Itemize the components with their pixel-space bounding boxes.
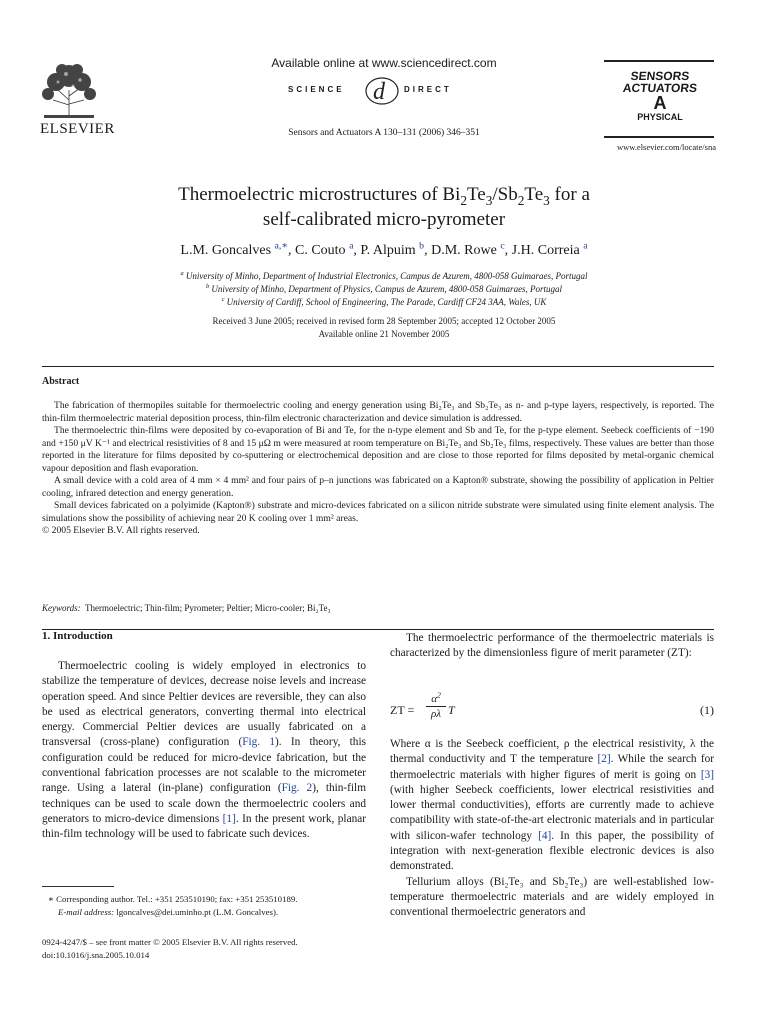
- figure-ref-link[interactable]: Fig. 1: [242, 736, 276, 749]
- citation-link[interactable]: [1]: [222, 812, 236, 825]
- author[interactable]: L.M. Goncalves $^{a,∗}$: [180, 240, 288, 258]
- received-dates: Received 3 June 2005; received in revised form 28 September 2005; accepted 12 October 2005: [212, 316, 556, 326]
- author[interactable]: C. Couto $^a$: [294, 240, 354, 258]
- affiliation-b: $^b$ University of Minho, Department of Physics, Campus de Azurem, 4800-058 Guimaraes, Portugal: [205, 283, 563, 294]
- body-paragraph: Tellurium alloys (Bi₂Te₃ and Sb₂Te₃) are well-established low-temperature thermoelectric materials and are widely employed in conventional thermoelectric generators and: [390, 875, 714, 919]
- front-matter-note: 0924-4247/$ – see front matter © 2005 Elsevier B.V. All rights reserved.: [42, 937, 298, 947]
- journal-logo-line2: ACTUATORS: [622, 81, 698, 95]
- article-title: [0, 182, 768, 232]
- citation-link[interactable]: [3]: [700, 768, 714, 781]
- doi-note[interactable]: doi:10.1016/j.sna.2005.10.014: [42, 950, 150, 960]
- author[interactable]: P. Alpuim $^b$: [360, 240, 425, 258]
- figure-ref-link[interactable]: Fig. 2: [281, 782, 313, 795]
- equation-1: [390, 692, 714, 728]
- citation-link[interactable]: [4]: [538, 829, 552, 842]
- author[interactable]: D.M. Rowe $^c$: [431, 240, 505, 258]
- keywords-label: Keywords:: [42, 603, 81, 613]
- abstract-body: [42, 400, 714, 538]
- journal-logo-bottom-rule: [604, 136, 714, 138]
- author[interactable]: J.H. Correia $^a$: [511, 240, 588, 258]
- affiliation-a: $^a$ University of Minho, Department of Industrial Electronics, Campus de Azurem, 4800-058 Guimaraes, Portugal: [180, 270, 588, 281]
- svg-text:d: d: [373, 79, 385, 105]
- abstract-paragraph: A small device with a cold area of 4 mm × 4 mm² and four pairs of p–n junctions was fabricated on a Kapton® substrate, showing the possibility of application in Peltier cooling, infrared detection and energy generation.: [42, 475, 714, 499]
- author-list: L.M. Goncalves $^{a,∗}$, C. Couto $^a$, P. Alpuim $^b$, D.M. Rowe $^c$, J.H. Correia $^a$: [180, 240, 588, 258]
- email-note: E-mail address: lgoncalves@dei.uminho.pt (L.M. Goncalves).: [58, 907, 279, 917]
- footnote-rule: [42, 886, 114, 887]
- keywords: [42, 603, 331, 613]
- equation-number: (1): [700, 703, 714, 717]
- available-date: Available online 21 November 2005: [318, 329, 450, 339]
- journal-logo-letter: A: [653, 93, 667, 113]
- sd-logo-left: SCIENCE: [288, 85, 345, 94]
- sciencedirect-logo: [288, 76, 478, 106]
- abstract-bottom-rule: [42, 629, 714, 630]
- title-line1: Thermoelectric microstructures of $Bi_2Te_3/Sb_2Te_3$ for a: [178, 184, 590, 208]
- citation-link[interactable]: [2]: [597, 753, 611, 766]
- journal-logo-line3: PHYSICAL: [637, 112, 683, 122]
- journal-logo-top-rule: [604, 60, 714, 62]
- right-column-bottom: [390, 737, 714, 921]
- equation-fraction: $\alpha^2$ ρλ: [426, 692, 446, 721]
- journal-logo: [606, 64, 714, 136]
- section-heading-introduction: 1. Introduction: [42, 630, 113, 642]
- copyright-line: © 2005 Elsevier B.V. All rights reserved.: [42, 525, 200, 536]
- corresponding-author-note: ∗ Corresponding author. Tel.: +351 253510190; fax: +351 253510189.: [48, 894, 298, 904]
- abstract-top-rule: [42, 366, 714, 367]
- right-column-top: [390, 631, 714, 662]
- equation-variable: T: [448, 703, 455, 717]
- abstract-paragraph: The thermoelectric thin-films were deposited by co-evaporation of Bi and Te, for the n-type element and Sb and Te, for the p-type element. Seebeck coefficients of −190 and +150 μV K⁻¹ and electrical resistivities of 8 and 15 μΩ m were measured at room temperature on Bi₂Te₃ and Sb₂Te₃ films, respectively. These values are better than those reported in the literature for films deposited by co-sputtering or electrochemical deposition and are close to those reported for films deposited by metal-organic chemical vapour deposition and flash evaporation.: [42, 425, 714, 474]
- affiliation-c: $^c$ University of Cardiff, School of Engineering, The Parade, Cardiff CF24 3AA, Wales, UK: [221, 296, 547, 307]
- title-line2: self-calibrated micro-pyrometer: [262, 209, 506, 230]
- sciencedirect-d-icon: [364, 76, 400, 106]
- sd-logo-right: DIRECT: [404, 85, 452, 94]
- keywords-list: Thermoelectric; Thin-film; Pyrometer; Peltier; Micro-cooler; Bi₂Te₃: [85, 603, 331, 613]
- email-link[interactable]: lgoncalves@dei.uminho.pt (L.M. Goncalves).: [116, 907, 279, 917]
- equation-lhs: ZT =: [390, 703, 415, 717]
- body-paragraph: The thermoelectric performance of the thermoelectric materials is characterized by the dimensionless figure of merit parameter (ZT):: [390, 632, 714, 660]
- abstract-paragraph: The fabrication of thermopiles suitable for thermoelectric cooling and energy generation using Bi₂Te₃ and Sb₂Te₃ as n- and p-type layers, respectively, is reported. The thin-film thermoelectric material deposition process, thin-film electronic characterization and device simulation is addressed.: [42, 400, 714, 424]
- journal-logo-line1: SENSORS: [629, 69, 691, 83]
- available-online-text: Available online at www.sciencedirect.com: [271, 56, 497, 70]
- left-column: [42, 659, 366, 843]
- journal-url[interactable]: www.elsevier.com/locate/sna: [616, 142, 716, 152]
- body-paragraph: Where α is the Seebeck coefficient, ρ the electrical resistivity, λ the thermal conductivity and T the temperature [2]. While the search for thermoelectric materials with higher figures of merit is going on [3] (with higher Seebeck coefficients, lower electrical resistivities and lower thermal conductivities), efforts are currently made to achieve compatibility with state-of-the-art electronic materials and in particular with silicon-wafer technology [4]. In this paper, the possibility of integration with next-generation flexible electronic devices is also demonstrated.: [390, 738, 714, 873]
- abstract-paragraph: Small devices fabricated on a polyimide (Kapton®) substrate and micro-devices fabricated on a silicon nitride substrate were simulated using finite element analysis. The simulations show the possibility of achieving near 20 K cooling over 1 mm² areas.: [42, 500, 714, 524]
- publisher-name: ELSEVIER: [40, 121, 115, 137]
- intro-paragraph: Thermoelectric cooling is widely employed in electronics to stabilize the temperature of devices, decrease noise levels and increase operation speed. And since Peltier devices are reversible, they can also be used as electrical generators, converting thermal into electrical energy. Commercial Peltier devices are usually fabricated on a transversal (cross-plane) configuration (Fig. 1). In theory, this configuration could be reduced for micro-device fabrication, but the conventional fabrication processes are not scalable to the micrometer range. Using a lateral (in-plane) configuration (Fig. 2), thin-film techniques can be used to scale down the thermoelectric coolers and generators to micro-device dimensions [1]. In the present work, planar thin-film technology will be used to fabricate such devices.: [42, 660, 367, 841]
- abstract-heading: Abstract: [42, 376, 80, 387]
- journal-reference: Sensors and Actuators A 130–131 (2006) 346–351: [288, 128, 480, 138]
